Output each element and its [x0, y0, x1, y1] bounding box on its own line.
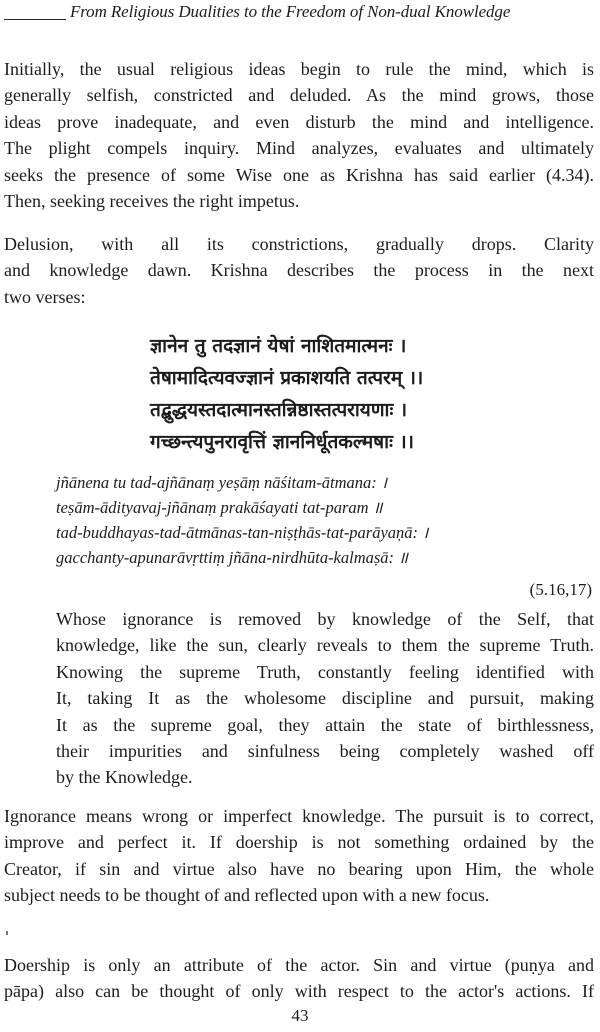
paragraph-ignorance: [4, 803, 594, 909]
text-line: Delusion, with all its constrictions, gradually drops. Clarity: [4, 234, 594, 254]
translit-line: tad-buddhayas-tad-ātmānas-tan-niṣṭhās-tat-parāyaṇā: ।: [56, 523, 429, 542]
text-line: by the Knowledge.: [56, 767, 193, 788]
text-line: Knowing the supreme Truth, constantly feeling identified with: [56, 661, 594, 682]
text-line: knowledge, like the sun, clearly reveals to them the supreme Truth.: [56, 635, 594, 656]
verse-line: तेषामादित्यवज्ज्ञानं प्रकाशयति तत्परम् ।।: [150, 367, 424, 389]
verse-reference: (5.16,17): [529, 580, 592, 599]
text-line: It as the supreme goal, they attain the state of birthlessness,: [56, 714, 594, 735]
text-line: subject needs to be thought of and reflected upon with a new focus.: [4, 885, 490, 906]
text-line: Then, seeking receives the right impetus.: [4, 191, 300, 212]
header-rule: [4, 19, 66, 20]
translit-line: teṣām-ādityavaj-jñānaṃ prakāśayati tat-param ॥: [56, 498, 383, 517]
translit-line: gacchanty-apunarāvṛttiṃ jñāna-nirdhūta-kalmaṣā: ॥: [56, 548, 409, 567]
text-line: their impurities and sinfulness being completely washed off: [56, 741, 594, 762]
text-line: improve and perfect it. If doership is not something ordained by the: [4, 832, 594, 853]
text-line: ideas prove inadequate, and even disturb the mind and intelligence.: [4, 111, 594, 132]
header-title: From Religious Dualities to the Freedom of Non-dual Knowledge: [70, 2, 511, 21]
text-line: Initially, the usual religious ideas begin to rule the mind, which is: [4, 59, 594, 79]
text-line: Ignorance means wrong or imperfect knowledge. The pursuit is to correct,: [4, 806, 594, 826]
text-line: Doership is only an attribute of the actor. Sin and virtue (puṇya and: [4, 955, 594, 975]
paragraph-intro: [4, 56, 594, 214]
text-line: and knowledge dawn. Krishna describes the process in the next: [4, 260, 594, 281]
text-line: Whose ignorance is removed by knowledge of the Self, that: [56, 609, 594, 629]
text-line: The plight compels inquiry. Mind analyzes, evaluates and ultimately: [4, 138, 594, 159]
page-number: 43: [291, 1006, 309, 1025]
text-line: seeks the presence of some Wise one as Krishna has said earlier (4.34).: [4, 164, 594, 185]
paragraph-delusion: [4, 231, 594, 310]
verse-line: गच्छन्त्यपुनरावृत्तिं ज्ञाननिर्धूतकल्मषाः ।।: [150, 431, 414, 453]
paragraph-doership: [4, 952, 594, 1005]
text-line: pāpa) also can be thought of only with respect to the actor's actions. If: [4, 981, 594, 1002]
paragraph-translation: [56, 606, 594, 791]
text-line: It, taking It as the wholesome discipline and pursuit, making: [56, 688, 594, 709]
verse-line: तद्बुद्धयस्तदात्मानस्तन्निष्ठास्तत्परायणाः ।: [150, 399, 408, 421]
text-line: generally selfish, constricted and deluded. As the mind grows, those: [4, 85, 594, 106]
translit-line: jñānena tu tad-ajñānaṃ yeṣāṃ nāśitam-ātmana: ।: [56, 473, 388, 492]
running-header: [0, 2, 600, 24]
text-line: Creator, if sin and virtue also have no bearing upon Him, the whole: [4, 858, 594, 879]
text-line: two verses:: [4, 286, 86, 307]
margin-mark: [6, 931, 8, 935]
verse-line: ज्ञानेन तु तदज्ञानं येषां नाशितमात्मनः ।: [150, 335, 407, 357]
verse-transliteration: [56, 470, 576, 570]
verse-devanagari: [150, 330, 570, 458]
